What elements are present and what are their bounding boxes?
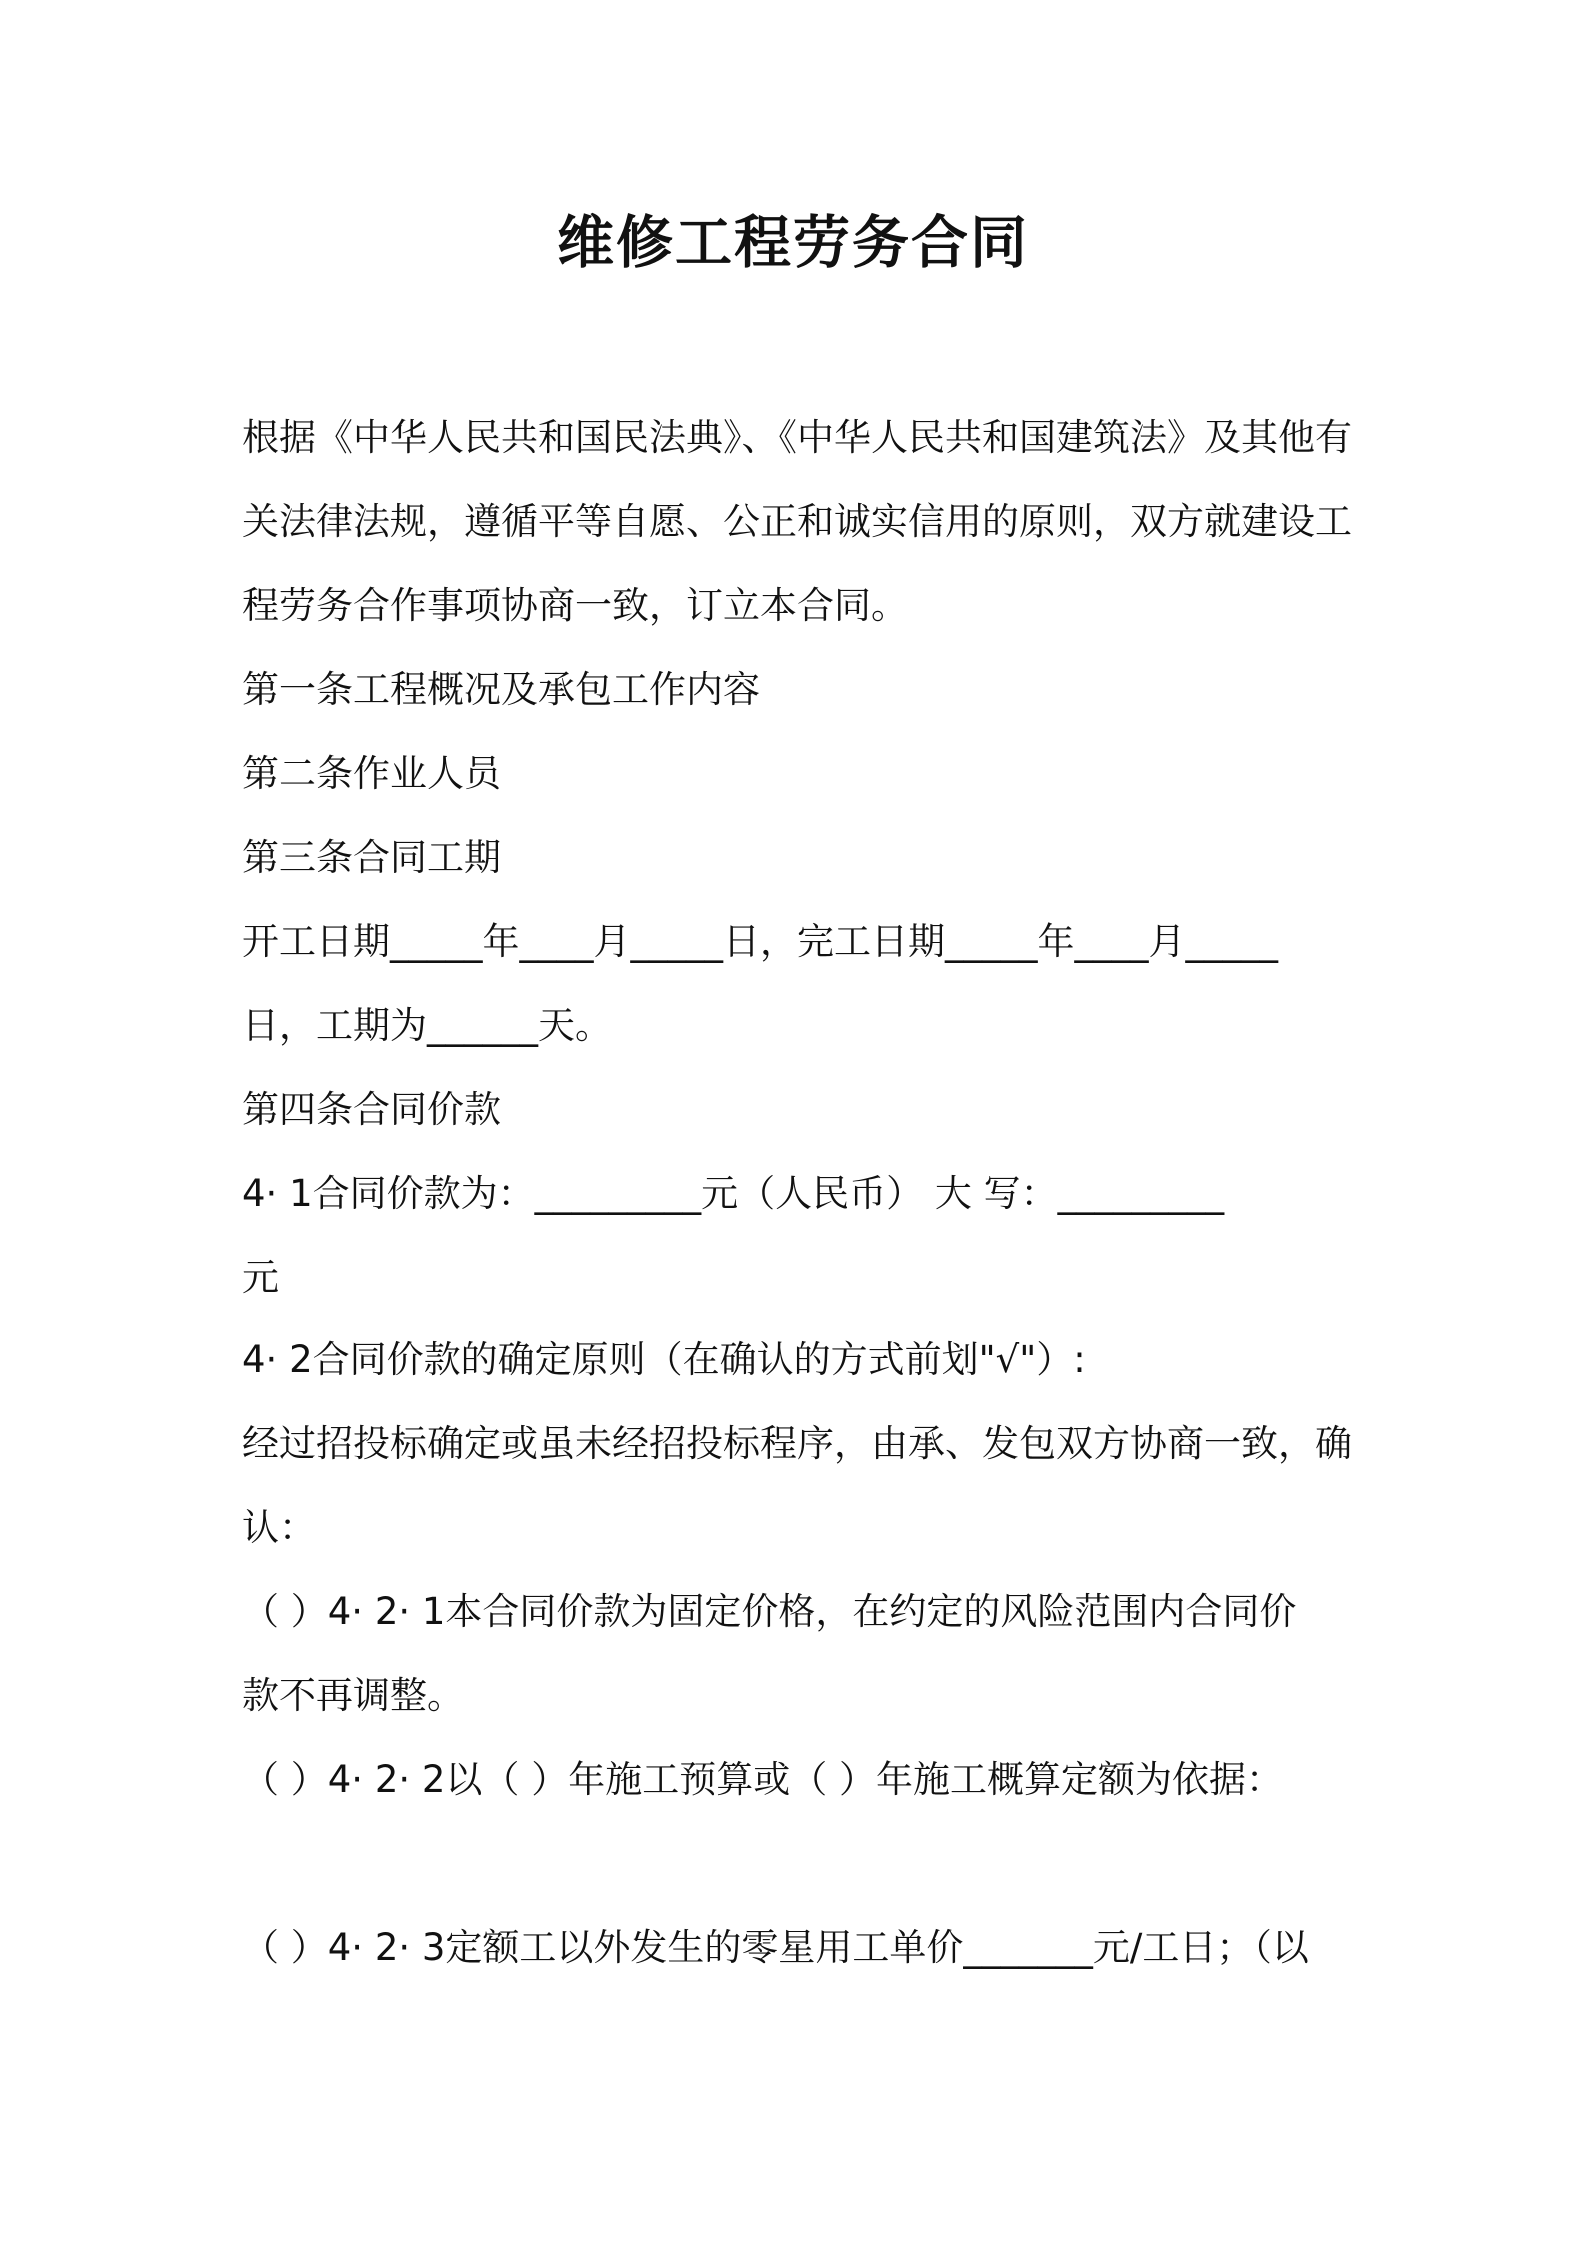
clause-4-1-line-1: 4· 1合同价款为：_________元（人民币） 大 写：_________ bbox=[242, 1172, 1225, 1215]
period-paragraph bbox=[242, 900, 1352, 1068]
article-3-text: 第三条合同工期 bbox=[242, 836, 501, 879]
basis-paragraph bbox=[242, 1402, 1352, 1570]
article-2-heading bbox=[242, 732, 1352, 816]
article-1-heading bbox=[242, 648, 1352, 732]
article-2-text: 第二条作业人员 bbox=[242, 752, 501, 795]
basis-line-1: 经过招投标确定或虽未经招投标程序，由承、发包双方协商一致，确 bbox=[242, 1422, 1352, 1465]
clause-4-2-1-line-1: （ ）4· 2· 1本合同价款为固定价格，在约定的风险范围内合同价 bbox=[242, 1590, 1297, 1633]
clause-4-1-line-2: 元 bbox=[242, 1256, 279, 1299]
clause-4-2-3 bbox=[242, 1906, 1352, 1990]
intro-line-2: 关法律法规，遵循平等自愿、公正和诚实信用的原则，双方就建设工 bbox=[242, 500, 1352, 543]
article-4-text: 第四条合同价款 bbox=[242, 1088, 501, 1131]
period-line-1: 开工日期_____年____月_____日，完工日期_____年____月_____ bbox=[242, 920, 1278, 963]
clause-4-2-3-text: （ ）4· 2· 3定额工以外发生的零星用工单价_______元/工日；（以 bbox=[242, 1926, 1309, 1969]
intro-line-1: 根据《中华人民共和国民法典》、《中华人民共和国建筑法》及其他有 bbox=[242, 416, 1352, 459]
clause-4-2-1 bbox=[242, 1570, 1352, 1738]
document-title: 维修工程劳务合同 bbox=[557, 210, 1029, 276]
clause-4-1 bbox=[242, 1152, 1352, 1320]
intro-line-3: 程劳务合作事项协商一致，订立本合同。 bbox=[242, 584, 908, 627]
period-line-2: 日，工期为______天。 bbox=[242, 1004, 612, 1047]
intro-paragraph bbox=[242, 396, 1352, 648]
clause-4-2-1-line-2: 款不再调整。 bbox=[242, 1674, 464, 1717]
article-1-text: 第一条工程概况及承包工作内容 bbox=[242, 668, 760, 711]
clause-4-2-2 bbox=[242, 1738, 1352, 1822]
clause-4-2-text: 4· 2合同价款的确定原则（在确认的方式前划"√"）: bbox=[242, 1338, 1086, 1381]
article-3-heading bbox=[242, 816, 1352, 900]
clause-4-2 bbox=[242, 1318, 1352, 1402]
basis-line-2: 认： bbox=[242, 1506, 316, 1549]
clause-4-2-2-text: （ ）4· 2· 2以（ ）年施工预算或（ ）年施工概算定额为依据： bbox=[242, 1758, 1283, 1801]
article-4-heading bbox=[242, 1068, 1352, 1152]
